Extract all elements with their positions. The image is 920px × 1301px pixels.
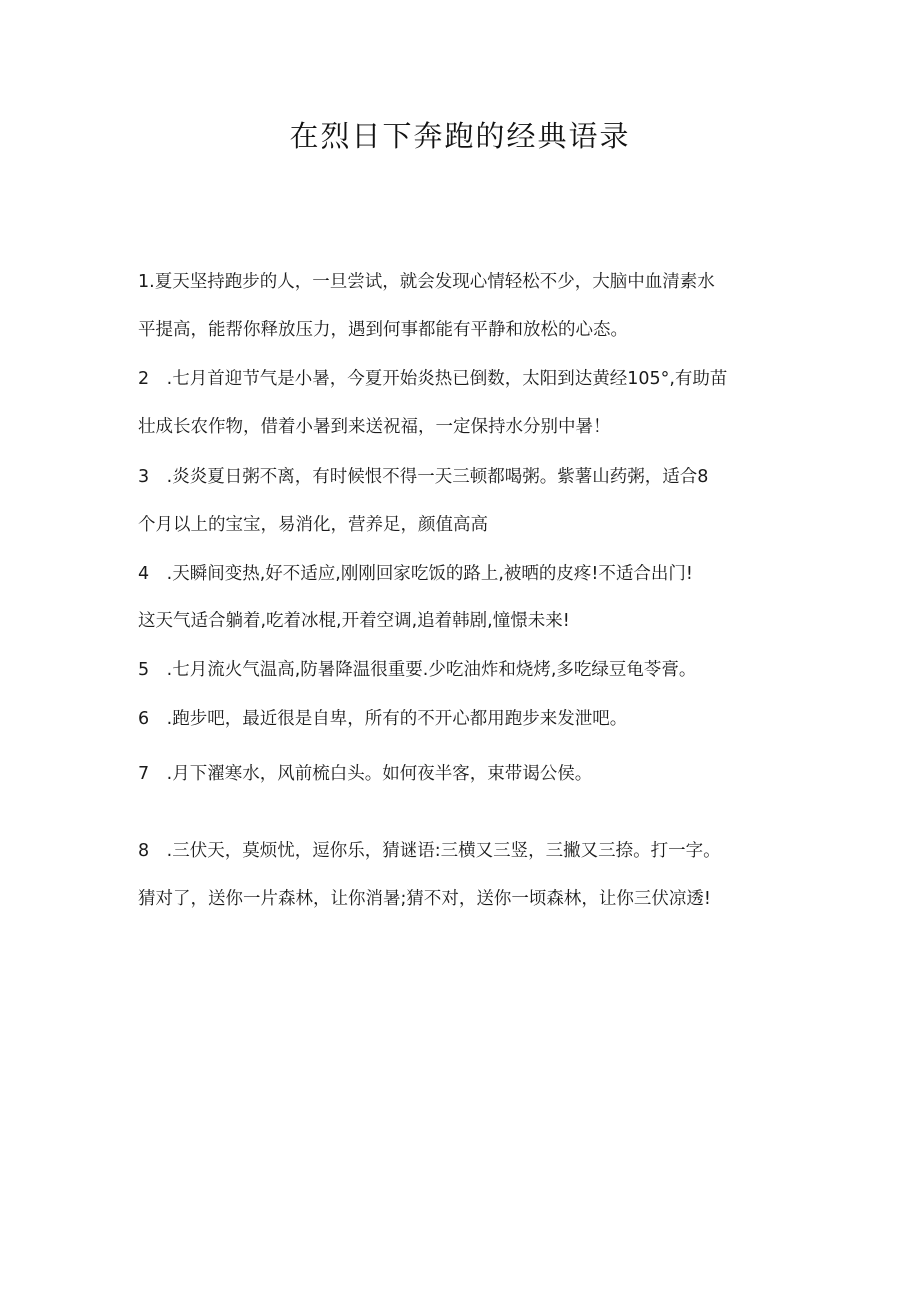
text-line: 平提高，能帮你释放压力，遇到何事都能有平静和放松的心态。	[138, 320, 628, 340]
text-line: 猜对了，送你一片森林，让你消暑;猜不对，送你一顷森林，让你三伏凉透!	[138, 889, 711, 909]
text-line: 壮成长农作物，借着小暑到来送祝福，一定保持水分别中暑！	[138, 417, 611, 437]
text-line: 7 .月下濯寒水，风前梳白头。如何夜半客，束带谒公侯。	[138, 764, 593, 784]
text-line: 6 .跑步吧，最近很是自卑，所有的不开心都用跑步来发泄吧。	[138, 709, 628, 729]
text-line: 3 .炎炎夏日粥不离，有时候恨不得一天三顿都喝粥。紫薯山药粥，适合8	[138, 467, 709, 487]
text-line: 个月以上的宝宝，易消化，营养足，颜值高高	[138, 515, 488, 535]
text-line: 4 .天瞬间变热,好不适应,刚刚回家吃饭的路上,被晒的皮疼!不适合出门!	[138, 564, 693, 584]
text-line: 8 .三伏天，莫烦忧，逗你乐，猜谜语:三横又三竖，三撇又三捺。打一字。	[138, 841, 721, 861]
text-line: 这天气适合躺着,吃着冰棍,开着空调,追着韩剧,憧憬未来!	[138, 611, 570, 631]
text-line: 1.夏天坚持跑步的人，一旦尝试，就会发现心情轻松不少，大脑中血清素水	[138, 272, 715, 292]
text-line: 5 .七月流火气温高,防暑降温很重要.少吃油炸和烧烤,多吃绿豆龟苓膏。	[138, 660, 697, 680]
document-title: 在烈日下奔跑的经典语录	[289, 119, 631, 153]
text-line: 2 .七月首迎节气是小暑，今夏开始炎热已倒数，太阳到达黄经105°,有助苗	[138, 369, 728, 389]
